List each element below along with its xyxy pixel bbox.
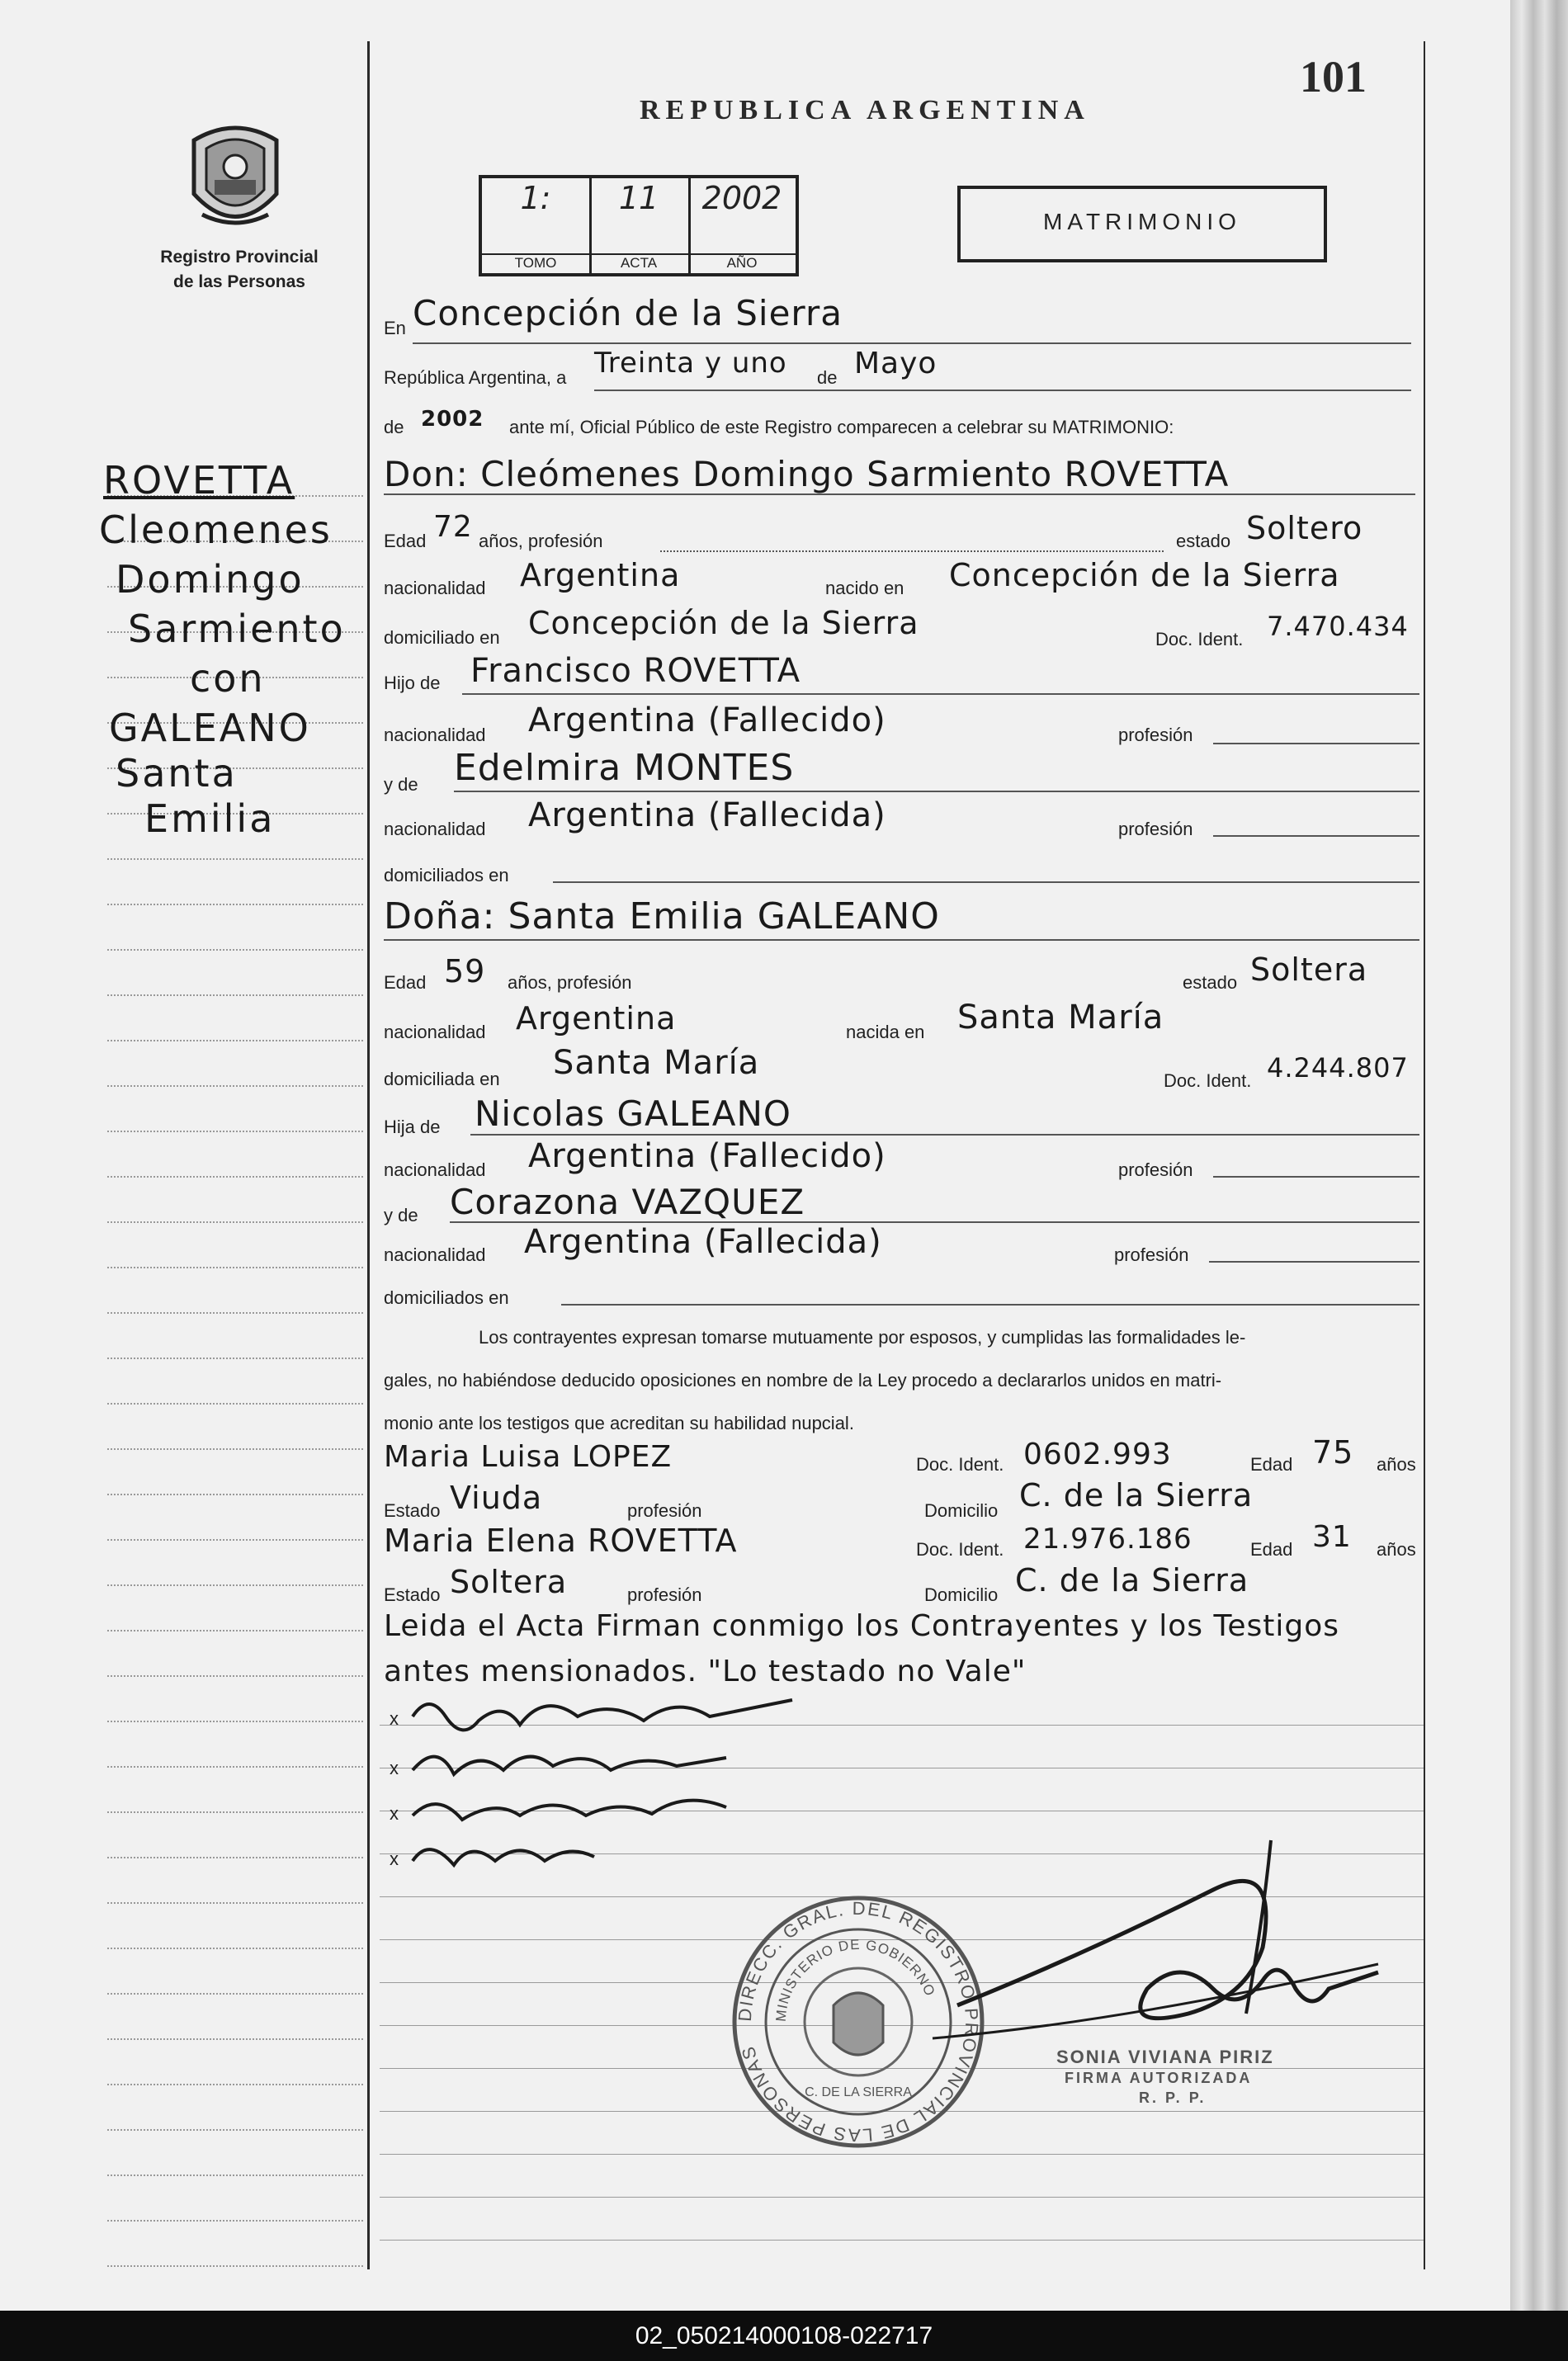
bride-domicilio: Santa María xyxy=(553,1044,760,1082)
de-label: de xyxy=(817,367,838,388)
closing-line1: Leida el Acta Firman conmigo los Contrayentes y los Testigos xyxy=(384,1609,1340,1643)
witness1-edad-label: Edad xyxy=(1250,1454,1293,1475)
margin-rule xyxy=(107,1539,363,1541)
groom-dom-label: domiciliado en xyxy=(384,627,500,648)
margin-rule xyxy=(107,2174,363,2176)
acta-value: 11 xyxy=(618,180,659,216)
month: Mayo xyxy=(854,347,937,380)
record-type-box xyxy=(957,186,1327,262)
groom-father-nac-label: nacionalidad xyxy=(384,725,486,745)
svg-text:x: x xyxy=(390,1708,399,1729)
margin-rule xyxy=(107,1131,363,1132)
witness2-doc: 21.976.186 xyxy=(1023,1523,1193,1556)
year-handwritten: 2002 xyxy=(421,407,484,432)
registry-name-line2: de las Personas xyxy=(173,272,305,291)
declaration-line2: gales, no habiéndose deducido oposiciones en nombre de la Ley procedo a declararlos unidos en matri- xyxy=(384,1370,1222,1391)
closing-line2: antes mensionados. "Lo testado no Vale" xyxy=(384,1655,1027,1688)
witness2-estado-label: Estado xyxy=(384,1584,441,1605)
groom-mother-nac-label: nacionalidad xyxy=(384,819,486,839)
margin-rule xyxy=(107,949,363,951)
margin-rule xyxy=(107,2129,363,2131)
margin-rule xyxy=(107,1584,363,1586)
witness2-estado: Soltera xyxy=(450,1564,568,1600)
record-type: MATRIMONIO xyxy=(1043,209,1241,234)
margin-rule xyxy=(107,1675,363,1677)
anio-cell xyxy=(688,178,796,273)
bride-domiciliados-label: domiciliados en xyxy=(384,1287,509,1308)
margin-rule xyxy=(107,1085,363,1087)
bride-doc-label: Doc. Ident. xyxy=(1164,1070,1252,1091)
signatures-graphic xyxy=(380,1683,842,1882)
bride-yde-label: y de xyxy=(384,1205,418,1225)
margin-rule xyxy=(107,1721,363,1722)
margin-rule xyxy=(107,1358,363,1359)
margin-name-3: Sarmiento xyxy=(128,607,346,651)
tomo-cell xyxy=(482,178,592,273)
witness1-anos-label: años xyxy=(1377,1454,1416,1475)
country-title: REPUBLICA ARGENTINA xyxy=(640,95,1090,125)
margin-rule xyxy=(107,1902,363,1904)
margin-name-6: Santa xyxy=(116,751,238,796)
bride-anos-label: años, profesión xyxy=(508,972,632,993)
registry-name-line1: Registro Provincial xyxy=(160,248,319,267)
margin-name-7: Emilia xyxy=(144,796,276,841)
body-rule xyxy=(380,2240,1424,2241)
groom-name: Don: Cleómenes Domingo Sarmiento ROVETTA xyxy=(384,454,1230,494)
margin-rule xyxy=(107,1993,363,1995)
stamp-place-text: C. DE LA SIERRA xyxy=(805,2085,912,2099)
day: Treinta y uno xyxy=(594,347,787,380)
margin-rule xyxy=(107,1312,363,1314)
republica-label: República Argentina, a xyxy=(384,367,567,388)
witness2-doc-label: Doc. Ident. xyxy=(916,1539,1004,1560)
acta-cell xyxy=(589,178,691,273)
bride-edad: 59 xyxy=(444,953,486,989)
margin-rule xyxy=(107,2265,363,2267)
margin-rule xyxy=(107,1857,363,1858)
margin-rule xyxy=(107,1494,363,1495)
en-label: En xyxy=(384,318,406,338)
declaration-line1: Los contrayentes expresan tomarse mutuamente por esposos, y cumplidas las formalidades le- xyxy=(479,1327,1246,1348)
groom-yde-label: y de xyxy=(384,774,418,795)
groom-hijo-label: Hijo de xyxy=(384,673,441,693)
margin-rule xyxy=(107,1040,363,1041)
groom-anos-label: años, profesión xyxy=(479,531,603,551)
margin-rule xyxy=(107,1630,363,1631)
image-caption: 02_050214000108-022717 xyxy=(635,2322,933,2349)
groom-domiciliados-label: domiciliados en xyxy=(384,865,509,885)
bride-estado: Soltera xyxy=(1250,951,1368,988)
bride-name: Doña: Santa Emilia GALEANO xyxy=(384,895,940,937)
witness1-estado-label: Estado xyxy=(384,1500,441,1521)
bride-hija-label: Hija de xyxy=(384,1117,441,1137)
intro-text: ante mí, Oficial Público de este Registro comparecen a celebrar su MATRIMONIO: xyxy=(509,417,1174,437)
body-rule xyxy=(380,2197,1424,2198)
margin-rule xyxy=(107,904,363,905)
bride-nac-label: nacionalidad xyxy=(384,1022,486,1042)
margin-rule xyxy=(107,1448,363,1450)
body-rule xyxy=(380,2154,1424,2155)
bride-mother-nac-label: nacionalidad xyxy=(384,1244,486,1265)
place: Concepción de la Sierra xyxy=(413,293,843,333)
margin-rule xyxy=(107,994,363,996)
margin-rule xyxy=(107,1221,363,1223)
witness1-prof-label: profesión xyxy=(627,1500,702,1521)
witness1-edad: 75 xyxy=(1312,1434,1354,1471)
witness2-dom-label: Domicilio xyxy=(924,1584,999,1605)
officer-signature xyxy=(916,1824,1411,2071)
book-page-edges xyxy=(1510,0,1568,2311)
tomo-acta-anio-box xyxy=(479,175,799,276)
anio-label: AÑO xyxy=(688,253,796,272)
witness1-domicilio: C. de la Sierra xyxy=(1019,1477,1254,1513)
witness2-domicilio: C. de la Sierra xyxy=(1015,1562,1249,1598)
bride-mother: Corazona VAZQUEZ xyxy=(450,1182,805,1222)
groom-nacionalidad: Argentina xyxy=(520,557,681,593)
groom-nacido-label: nacido en xyxy=(825,578,904,598)
bride-father-nac-label: nacionalidad xyxy=(384,1159,486,1180)
margin-rule xyxy=(107,2038,363,2040)
margin-rule xyxy=(107,1811,363,1813)
groom-edad-label: Edad xyxy=(384,531,427,551)
bride-father-prof-label: profesión xyxy=(1118,1159,1193,1180)
margin-divider xyxy=(367,41,370,2269)
groom-mother-prof-label: profesión xyxy=(1118,819,1193,839)
groom-estado: Soltero xyxy=(1246,510,1363,546)
officer-office: R. P. P. xyxy=(1139,2089,1207,2106)
de2-label: de xyxy=(384,417,404,437)
svg-text:x: x xyxy=(390,1758,399,1778)
declaration-line3: monio ante los testigos que acreditan su habilidad nupcial. xyxy=(384,1413,854,1433)
bride-mother-nac: Argentina (Fallecida) xyxy=(524,1223,882,1261)
bride-nacida-label: nacida en xyxy=(846,1022,925,1042)
margin-rule xyxy=(107,1403,363,1405)
witness2-edad: 31 xyxy=(1312,1520,1352,1554)
margin-rule xyxy=(107,1948,363,1949)
margin-rule xyxy=(107,1766,363,1768)
groom-nac-label: nacionalidad xyxy=(384,578,486,598)
bride-father-nac: Argentina (Fallecido) xyxy=(528,1137,886,1175)
witness2-edad-label: Edad xyxy=(1250,1539,1293,1560)
groom-father-prof-label: profesión xyxy=(1118,725,1193,745)
officer-name: SONIA VIVIANA PIRIZ xyxy=(1056,2047,1274,2067)
bride-doc: 4.244.807 xyxy=(1267,1052,1409,1084)
witness2-prof-label: profesión xyxy=(627,1584,702,1605)
margin-rule xyxy=(107,2220,363,2222)
groom-nacido-en: Concepción de la Sierra xyxy=(949,557,1340,593)
witness2-name: Maria Elena ROVETTA xyxy=(384,1523,738,1559)
tomo-value: 1: xyxy=(520,180,551,216)
stamp-ring-text: DIRECC. GRAL. DEL REGISTRO PROVINCIAL DE LAS PERSONAS xyxy=(734,1897,983,2146)
witness1-estado: Viuda xyxy=(450,1480,543,1516)
witness1-doc-label: Doc. Ident. xyxy=(916,1454,1004,1475)
groom-mother: Edelmira MONTES xyxy=(454,747,795,789)
groom-mother-nac: Argentina (Fallecida) xyxy=(528,796,886,834)
margin-name-surname-groom: ROVETTA xyxy=(103,458,295,503)
groom-doc-label: Doc. Ident. xyxy=(1155,629,1244,649)
margin-name-con: con xyxy=(190,656,266,701)
bride-nacionalidad: Argentina xyxy=(516,1000,677,1036)
bride-father: Nicolas GALEANO xyxy=(475,1093,791,1134)
margin-name-2: Domingo xyxy=(116,557,305,602)
groom-doc: 7.470.434 xyxy=(1267,611,1409,642)
tomo-label: TOMO xyxy=(482,253,589,272)
groom-father-nac: Argentina (Fallecido) xyxy=(528,701,886,739)
svg-text:x: x xyxy=(390,1849,399,1869)
margin-rule xyxy=(107,1176,363,1178)
witness1-name: Maria Luisa LOPEZ xyxy=(384,1440,673,1474)
margin-rule xyxy=(107,858,363,860)
margin-name-1: Cleomenes xyxy=(99,508,333,552)
provincial-coat-of-arms-icon xyxy=(182,116,289,239)
bride-mother-prof-label: profesión xyxy=(1114,1244,1189,1265)
bride-dom-label: domiciliada en xyxy=(384,1069,500,1089)
witness2-anos-label: años xyxy=(1377,1539,1416,1560)
page-number: 101 xyxy=(1300,52,1367,102)
margin-rule xyxy=(107,1267,363,1268)
right-margin-line xyxy=(1424,41,1425,2269)
bride-edad-label: Edad xyxy=(384,972,427,993)
bride-nacida-en: Santa María xyxy=(957,999,1164,1036)
acta-label: ACTA xyxy=(589,253,688,272)
stamp-inner-text: MINISTERIO DE GOBIERNO xyxy=(772,1936,938,2023)
officer-title: FIRMA AUTORIZADA xyxy=(1065,2070,1253,2086)
witness1-doc: 0602.993 xyxy=(1023,1438,1172,1471)
anio-value: 2002 xyxy=(701,180,782,216)
margin-name-surname-bride: GALEANO xyxy=(109,706,311,750)
svg-text:x: x xyxy=(390,1803,399,1824)
witness1-dom-label: Domicilio xyxy=(924,1500,999,1521)
groom-estado-label: estado xyxy=(1176,531,1231,551)
groom-edad: 72 xyxy=(433,510,473,544)
groom-father: Francisco ROVETTA xyxy=(470,652,801,690)
groom-domicilio: Concepción de la Sierra xyxy=(528,605,919,641)
bride-estado-label: estado xyxy=(1183,972,1238,993)
margin-rule xyxy=(107,2084,363,2085)
